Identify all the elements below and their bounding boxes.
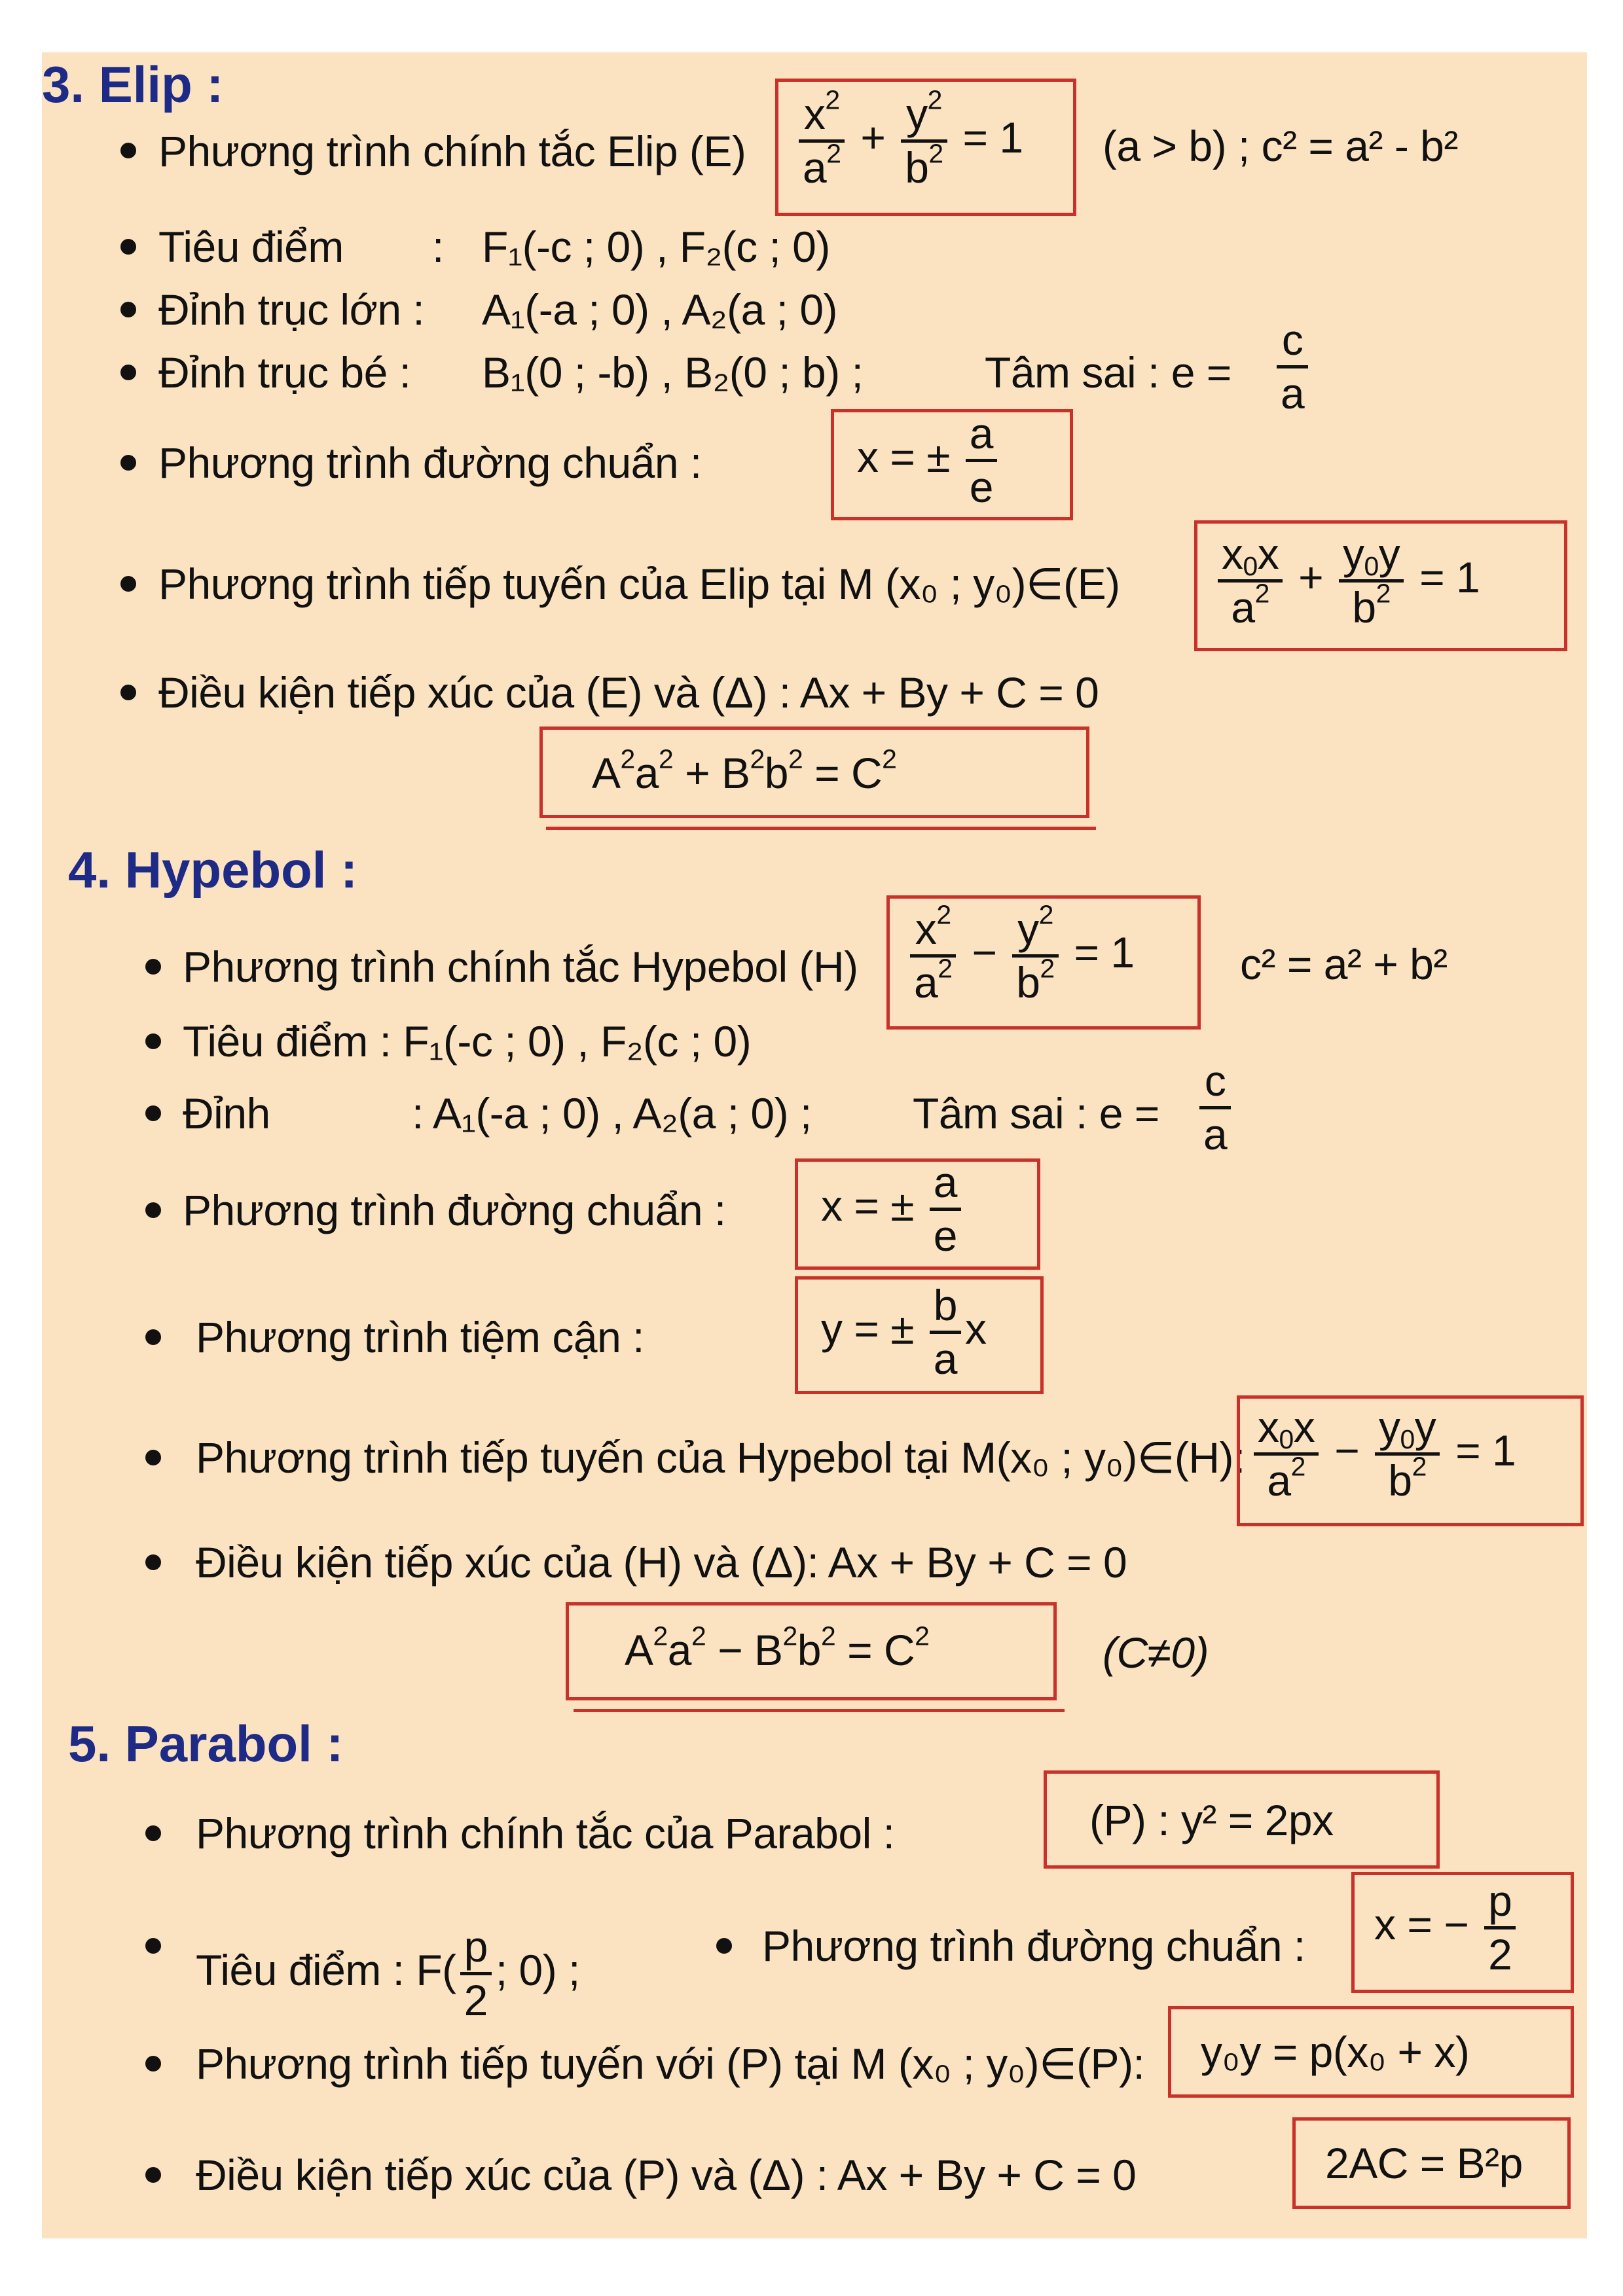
parabol-directrix-formula: x = − $\frac{p}{2}$ bbox=[1374, 1878, 1520, 1978]
elip-foci-sep: : bbox=[432, 223, 444, 271]
hypebol-canonical-formula: $\frac{x^2}{a^2}$ − $\frac{y^2}{b^2}$ = 1 bbox=[906, 906, 1135, 1006]
parabol-canonical-label: Phương trình chính tắc của Parabol : bbox=[196, 1809, 895, 1857]
elip-contact-label: Điều kiện tiếp xúc của (E) và (Δ) : Ax + By + C = 0 bbox=[158, 668, 1099, 717]
elip-contact-formula: $A^2a^2 + B^2b^2 = C^2$ bbox=[592, 744, 897, 797]
hypebol-asymptote-label: Phương trình tiệm cận : bbox=[196, 1313, 644, 1361]
parabol-canonical-formula: (P) : y² = 2px bbox=[1089, 1796, 1334, 1844]
hypebol-contact-note: (C≠0) bbox=[1103, 1628, 1209, 1677]
hypebol-ecc-label: Tâm sai : e = bbox=[913, 1089, 1159, 1138]
hypebol-contact-label: Điều kiện tiếp xúc của (H) và (Δ): Ax + By + C = 0 bbox=[196, 1538, 1127, 1587]
parabol-heading: 5. Parabol : bbox=[68, 1715, 344, 1772]
elip-canonical-formula: $\frac{x^2}{a^2}$ + $\frac{y^2}{b^2}$ = 1 bbox=[795, 92, 1023, 191]
elip-directrix-formula: x = ± $\frac{a}{e}$ bbox=[857, 411, 1001, 511]
bullet bbox=[120, 302, 136, 317]
hypebol-canonical-label: Phương trình chính tắc Hypebol (H) bbox=[183, 942, 858, 991]
bullet bbox=[145, 1938, 161, 1954]
hypebol-tangent-formula: $\frac{x_0x}{a^2}$ − $\frac{y_0y}{b^2}$ = 1 bbox=[1250, 1405, 1516, 1504]
bullet bbox=[145, 1554, 161, 1570]
elip-ecc-label: Tâm sai : e = bbox=[985, 348, 1231, 397]
hypebol-foci-label: Tiêu điểm : F₁(-c ; 0) , F₂(c ; 0) bbox=[183, 1017, 752, 1066]
elip-directrix-label: Phương trình đường chuẩn : bbox=[158, 439, 702, 487]
bullet bbox=[145, 1825, 161, 1841]
hypebol-vertex-label: Đỉnh bbox=[183, 1089, 270, 1138]
hypebol-canonical-condition: c² = a² + b² bbox=[1240, 940, 1448, 988]
elip-tangent-formula: $\frac{x_0x}{a^2}$ + $\frac{y_0y}{b^2}$ = 1 bbox=[1214, 531, 1480, 631]
parabol-tangent-formula: y₀y = p(x₀ + x) bbox=[1201, 2028, 1470, 2076]
bullet bbox=[145, 1202, 161, 1218]
parabol-contact-label: Điều kiện tiếp xúc của (P) và (Δ) : Ax + By + C = 0 bbox=[196, 2151, 1137, 2199]
bullet bbox=[145, 1329, 161, 1345]
formula-sheet bbox=[42, 52, 1587, 2238]
hypebol-directrix-formula: x = ± $\frac{a}{e}$ bbox=[821, 1160, 965, 1259]
bullet bbox=[120, 365, 136, 380]
elip-heading: 3. Elip : bbox=[42, 56, 224, 113]
elip-tangent-label: Phương trình tiếp tuyến của Elip tại M (x₀ ; y₀)∈(E) bbox=[158, 560, 1120, 608]
hypebol-ecc-formula: $\frac{c}{a}$ bbox=[1195, 1058, 1235, 1158]
bullet bbox=[145, 1450, 161, 1465]
bullet bbox=[120, 143, 136, 158]
parabol-focus-label-end: ; 0) ; bbox=[495, 1946, 580, 1995]
bullet bbox=[120, 455, 136, 471]
parabol-focus-fraction: $\frac{p}{2}$ bbox=[460, 1924, 492, 2024]
bullet bbox=[145, 2167, 161, 2183]
hypebol-tangent-label: Phương trình tiếp tuyến của Hypebol tại M(x₀ ; y₀)∈(H): bbox=[196, 1433, 1245, 1482]
hypebol-asymptote-formula: y = ± $\frac{b}{a}$ x bbox=[821, 1281, 987, 1384]
elip-ecc-formula: $\frac{c}{a}$ bbox=[1273, 317, 1312, 417]
elip-canonical-label: Phương trình chính tắc Elip (E) bbox=[158, 127, 746, 175]
bullet bbox=[120, 685, 136, 700]
bullet bbox=[145, 959, 161, 975]
bullet bbox=[120, 239, 136, 255]
elip-major-values: A₁(-a ; 0) , A₂(a ; 0) bbox=[482, 285, 838, 334]
hypebol-contact-formula: $A^2a^2 - B^2b^2 = C^2$ bbox=[625, 1621, 930, 1674]
elip-minor-values: B₁(0 ; -b) , B₂(0 ; b) ; bbox=[482, 348, 864, 397]
elip-minor-label: Đỉnh trục bé : bbox=[158, 348, 411, 397]
hypebol-directrix-label: Phương trình đường chuẩn : bbox=[183, 1186, 726, 1234]
elip-foci-values: F₁(-c ; 0) , F₂(c ; 0) bbox=[482, 223, 830, 271]
parabol-focus-label bbox=[196, 1924, 580, 2024]
elip-major-label: Đỉnh trục lớn : bbox=[158, 285, 425, 334]
bullet bbox=[145, 1105, 161, 1121]
hypebol-heading: 4. Hypebol : bbox=[68, 841, 358, 899]
bullet bbox=[145, 1033, 161, 1049]
bullet bbox=[120, 576, 136, 592]
parabol-contact-formula: 2AC = B²p bbox=[1325, 2139, 1523, 2187]
parabol-directrix-label: Phương trình đường chuẩn : bbox=[762, 1922, 1305, 1970]
parabol-focus-label-start: Tiêu điểm : F( bbox=[196, 1946, 456, 1995]
hypebol-vertex-values: : A₁(-a ; 0) , A₂(a ; 0) ; bbox=[412, 1089, 812, 1138]
bullet bbox=[716, 1938, 732, 1954]
underline bbox=[574, 1709, 1065, 1712]
bullet bbox=[145, 2056, 161, 2072]
underline bbox=[546, 827, 1096, 830]
elip-canonical-condition: (a > b) ; c² = a² - b² bbox=[1103, 122, 1458, 170]
parabol-tangent-label: Phương trình tiếp tuyến với (P) tại M (x₀ ; y₀)∈(P): bbox=[196, 2039, 1145, 2088]
elip-foci-label: Tiêu điểm bbox=[158, 223, 344, 271]
